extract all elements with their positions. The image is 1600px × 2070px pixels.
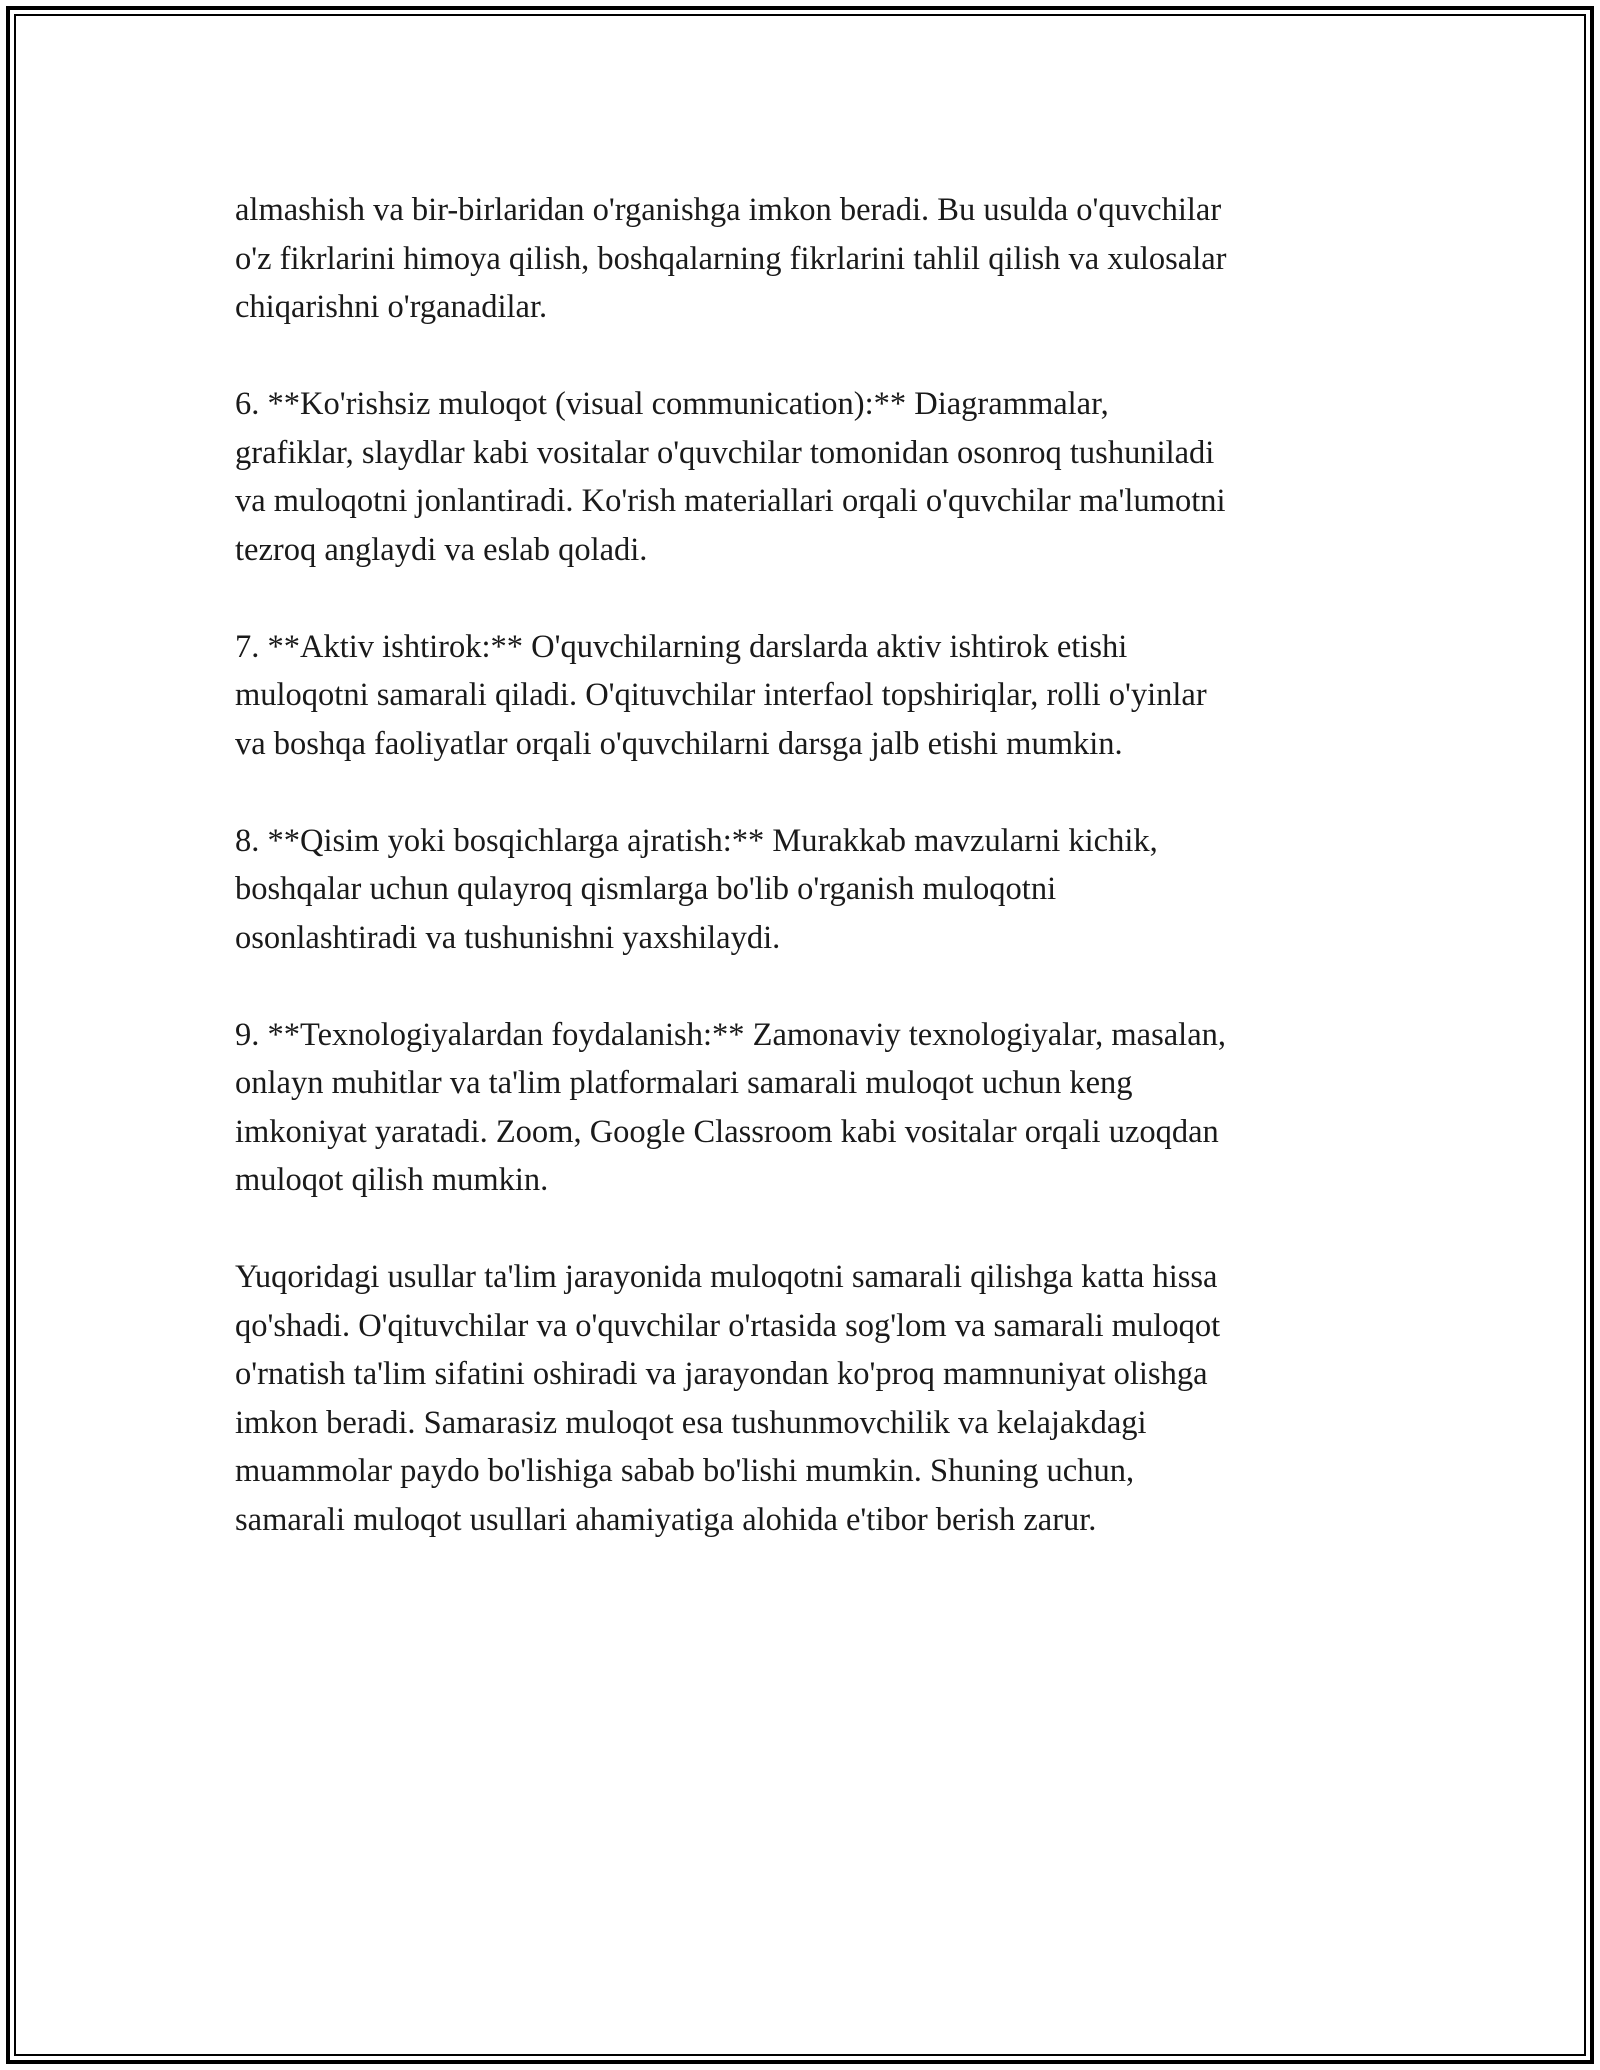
text-line: 7. **Aktiv ishtirok:** O'quvchilarning darslarda aktiv ishtirok etishi [235, 628, 1128, 665]
text-line: osonlashtiradi va tushunishni yaxshilaydi. [235, 919, 781, 956]
text-line: o'rnatish ta'lim sifatini oshiradi va jarayondan ko'proq mamnuniyat olishga [235, 1356, 1208, 1392]
text-line: qo'shadi. O'qituvchilar va o'quvchilar o'rtasida sog'lom va samarali muloqot [235, 1307, 1221, 1344]
paragraph-item-9 [235, 1011, 1365, 1205]
text-line: muloqotni samarali qiladi. O'qituvchilar interfaol topshiriqlar, rolli o'yinlar [235, 677, 1207, 713]
text-line: grafiklar, slaydlar kabi vositalar o'quvchilar tomonidan osonroq tushuniladi [235, 434, 1215, 471]
text-line: Yuqoridagi usullar ta'lim jarayonida muloqotni samarali qilishga katta hissa [235, 1259, 1218, 1295]
text-line: 6. **Ko'rishsiz muloqot (visual communication):** Diagrammalar, [235, 386, 1109, 422]
text-line: imkon beradi. Samarasiz muloqot esa tushunmovchilik va kelajakdagi [235, 1404, 1147, 1441]
text-line: o'z fikrlarini himoya qilish, boshqalarning fikrlarini tahlil qilish va xulosalar [235, 240, 1227, 277]
text-line: muloqot qilish mumkin. [235, 1162, 549, 1198]
text-line: 8. **Qisim yoki bosqichlarga ajratish:** Murakkab mavzularni kichik, [235, 822, 1158, 859]
paragraph-conclusion [235, 1253, 1365, 1544]
text-line: almashish va bir-birlaridan o'rganishga imkon beradi. Bu usulda o'quvchilar [235, 192, 1222, 228]
text-line: samarali muloqot usullari ahamiyatiga alohida e'tibor berish zarur. [235, 1501, 1097, 1538]
text-line: 9. **Texnologiyalardan foydalanish:** Zamonaviy texnologiyalar, masalan, [235, 1016, 1227, 1053]
text-line: va boshqa faoliyatlar orqali o'quvchilarni darsga jalb etishi mumkin. [235, 725, 1123, 762]
document-body [235, 186, 1365, 1544]
text-line: onlayn muhitlar va ta'lim platformalari samarali muloqot uchun keng [235, 1065, 1133, 1101]
paragraph-continuation [235, 186, 1365, 332]
text-line: muammolar paydo bo'lishiga sabab bo'lishi mumkin. Shuning uchun, [235, 1453, 1135, 1489]
text-line: imkoniyat yaratadi. Zoom, Google Classroom kabi vositalar orqali uzoqdan [235, 1113, 1219, 1150]
paragraph-item-8 [235, 817, 1365, 963]
text-line: tezroq anglaydi va eslab qoladi. [235, 531, 648, 568]
text-line: boshqalar uchun qulayroq qismlarga bo'lib o'rganish muloqotni [235, 871, 1057, 907]
text-line: chiqarishni o'rganadilar. [235, 289, 548, 325]
paragraph-item-6 [235, 380, 1365, 574]
text-line: va muloqotni jonlantiradi. Ko'rish materiallari orqali o'quvchilar ma'lumotni [235, 483, 1226, 519]
paragraph-item-7 [235, 623, 1365, 769]
